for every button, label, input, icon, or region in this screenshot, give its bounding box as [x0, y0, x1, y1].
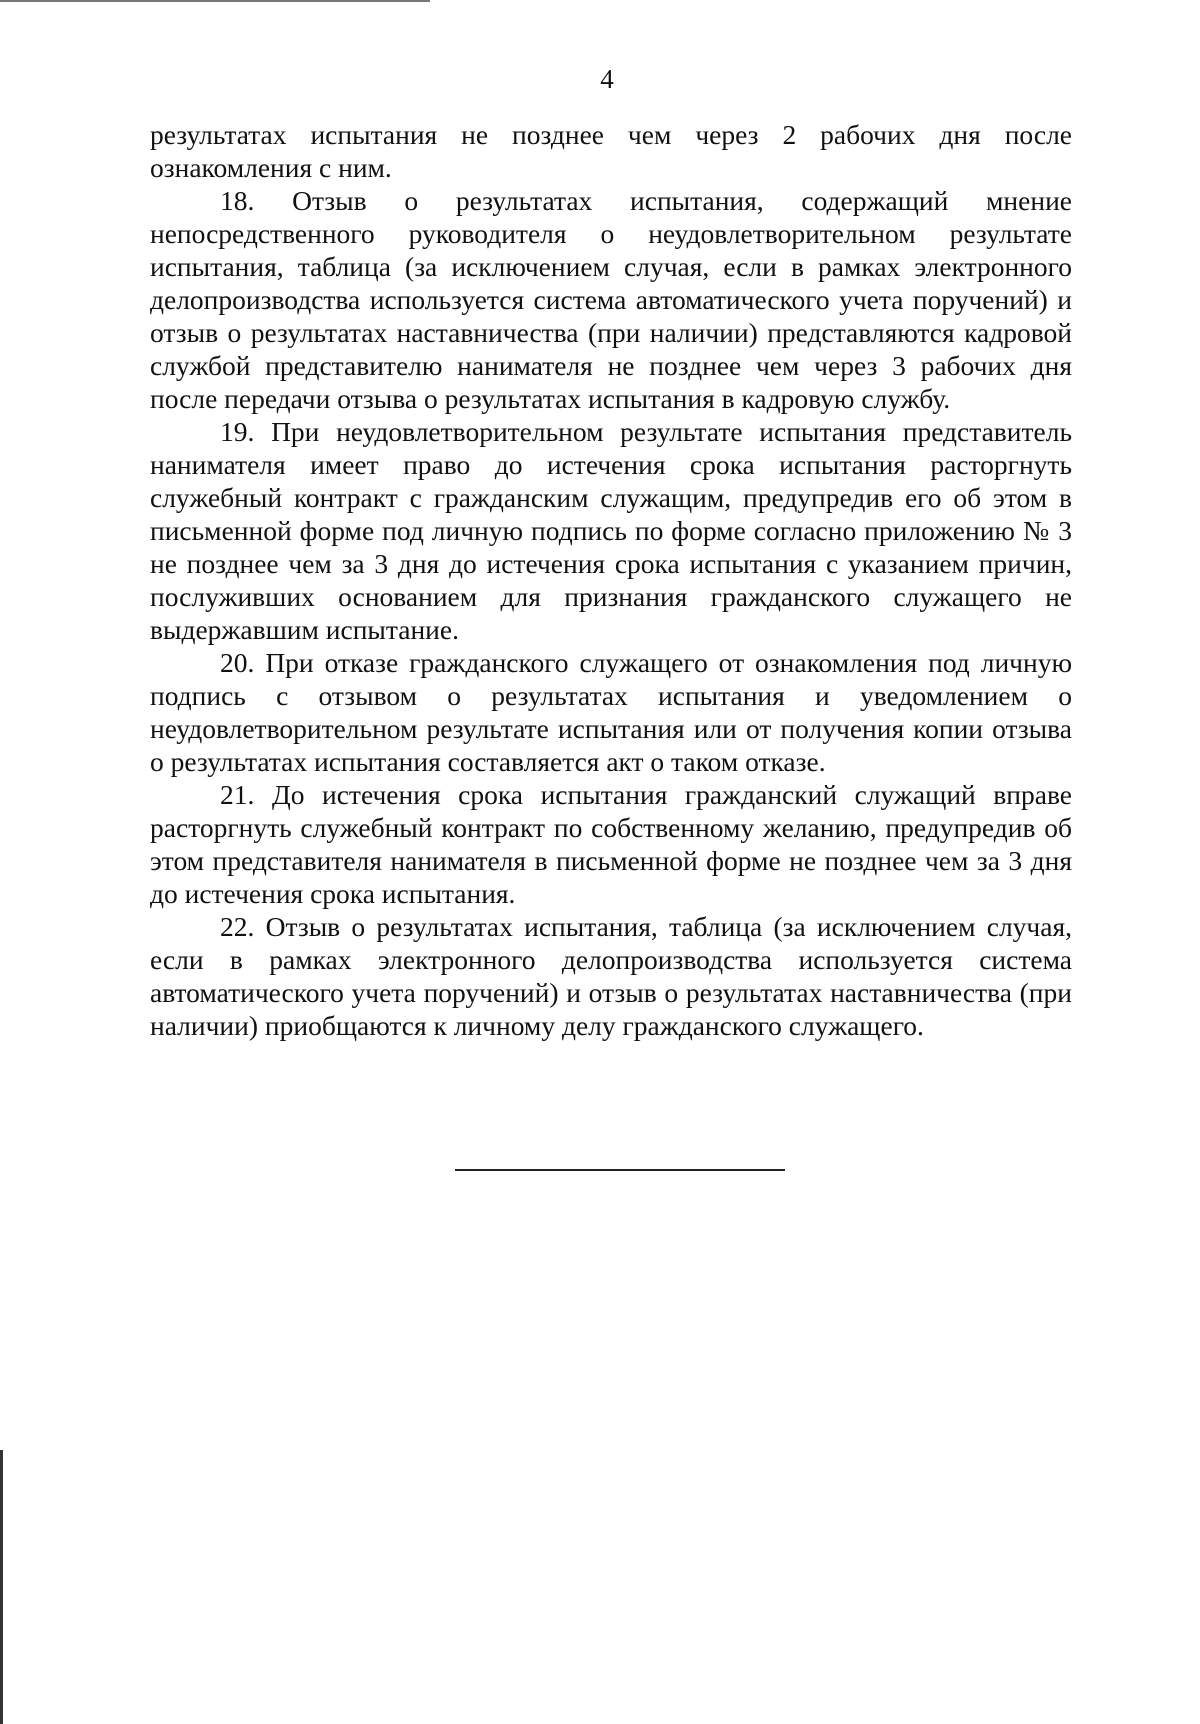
paragraph-22: 22. Отзыв о результатах испытания, таблица (за исключением случая, если в рамках электронного делопроизводства используется система автоматического учета поручений) и отзыв о результатах наставничества (при наличии) приобщаются к личному делу гражданского служащего. [150, 911, 1072, 1041]
paragraph-21: 21. До истечения срока испытания гражданский служащий вправе расторгнуть служебный контракт по собственному желанию, предупредив об этом представителя нанимателя в письменной форме не позднее чем за 3 дня до истечения срока испытания. [150, 779, 1072, 909]
end-of-document-rule [455, 1169, 785, 1171]
paragraph-20: 20. При отказе гражданского служащего от ознакомления под личную подпись с отзывом о результатах испытания и уведомлением о неудовлетворительном результате испытания или от получения копии отзыва о результатах испытания составляется акт о таком отказе. [150, 647, 1072, 777]
scan-edge-left [0, 1450, 3, 1724]
paragraph-18: 18. Отзыв о результатах испытания, содержащий мнение непосредственного руководителя о неудовлетворительном результате испытания, таблица (за исключением случая, если в рамках электронного делопроизводства используется система автоматического учета поручений) и отзыв о результатах наставничества (при наличии) представляются кадровой службой представителю нанимателя не позднее чем через 3 рабочих дня после передачи отзыва о результатах испытания в кадровую службу. [150, 185, 1072, 414]
document-body [150, 118, 1072, 1042]
scan-edge-top [0, 0, 430, 2]
paragraph-19: 19. При неудовлетворительном результате испытания представитель нанимателя имеет право до истечения срока испытания расторгнуть служебный контракт с гражданским служащим, предупредив его об этом в письменной форме под личную подпись по форме согласно приложению № 3 не позднее чем за 3 дня до истечения срока испытания с указанием причин, послуживших основанием для признания гражданского служащего не выдержавшим испытание. [150, 416, 1072, 645]
page-number: 4 [600, 64, 614, 94]
paragraph-continuation: результатах испытания не позднее чем через 2 рабочих дня после ознакомления с ним. [150, 119, 1072, 183]
